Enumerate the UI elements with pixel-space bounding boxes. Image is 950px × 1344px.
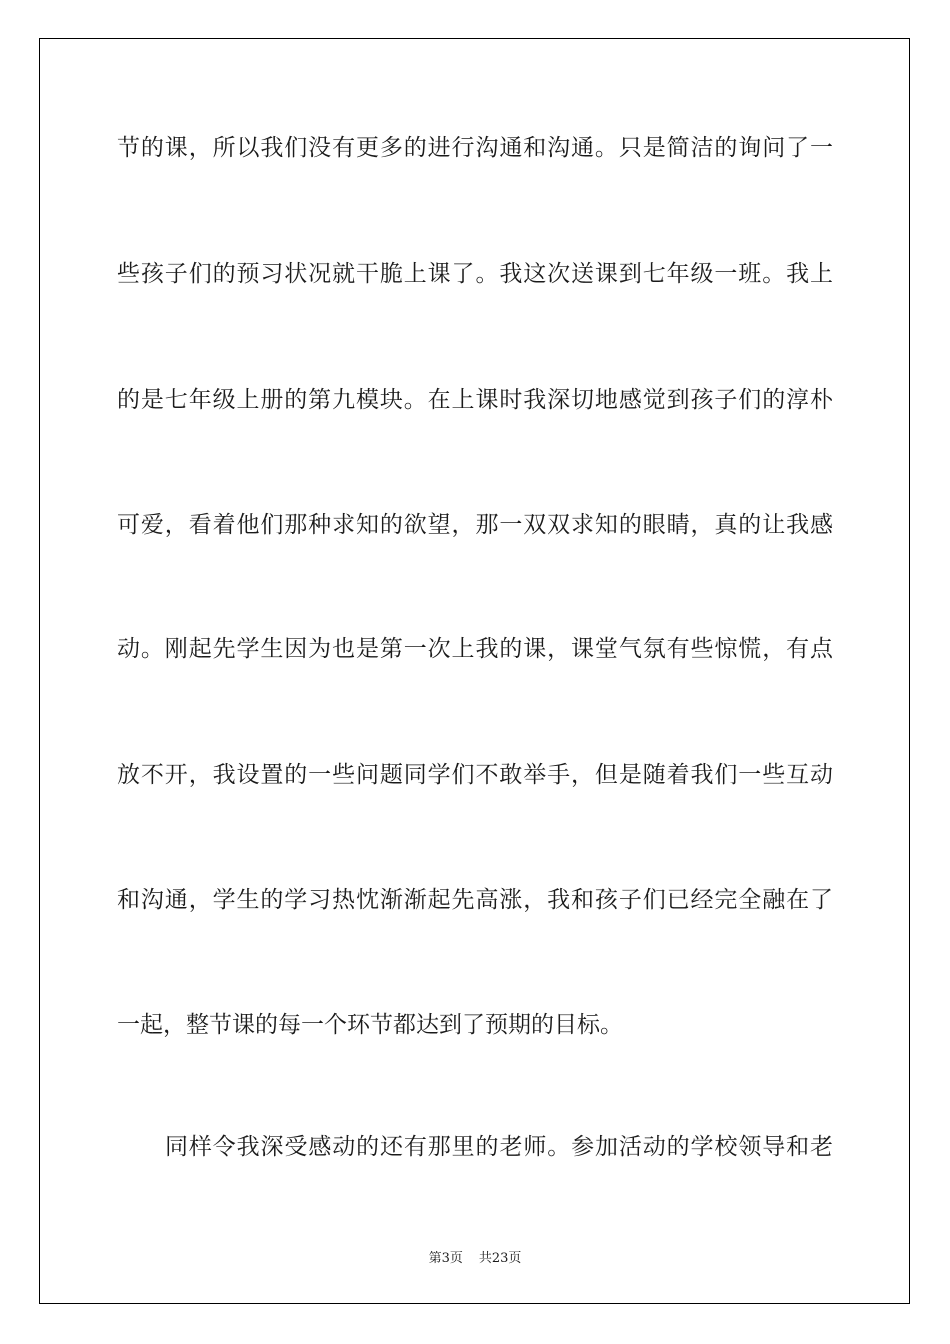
text-line-5: 动。刚起先学生因为也是第一次上我的课，课堂气氛有些惊慌，有点 — [117, 636, 833, 662]
page-border — [39, 38, 910, 1304]
page-footer — [0, 1247, 950, 1266]
text-line-7: 和沟通，学生的学习热忱渐渐起先高涨，我和孩子们已经完全融在了 — [117, 887, 833, 913]
page-number: 第3页 — [428, 1251, 463, 1266]
text-line-4: 可爱，看着他们那种求知的欲望，那一双双求知的眼睛，真的让我感 — [117, 512, 833, 538]
text-line-6: 放不开，我设置的一些问题同学们不敢举手，但是随着我们一些互动 — [117, 762, 833, 788]
text-line-9: 同样令我深受感动的还有那里的老师。参加活动的学校领导和老 — [165, 1134, 833, 1160]
page-total: 共23页 — [478, 1251, 522, 1266]
text-line-3: 的是七年级上册的第九模块。在上课时我深切地感觉到孩子们的淳朴 — [117, 387, 833, 413]
text-line-2: 些孩子们的预习状况就干脆上课了。我这次送课到七年级一班。我上 — [117, 261, 833, 287]
text-line-8: 一起，整节课的每一个环节都达到了预期的目标。 — [117, 1012, 623, 1038]
text-line-1: 节的课，所以我们没有更多的进行沟通和沟通。只是简洁的询问了一 — [117, 135, 833, 161]
